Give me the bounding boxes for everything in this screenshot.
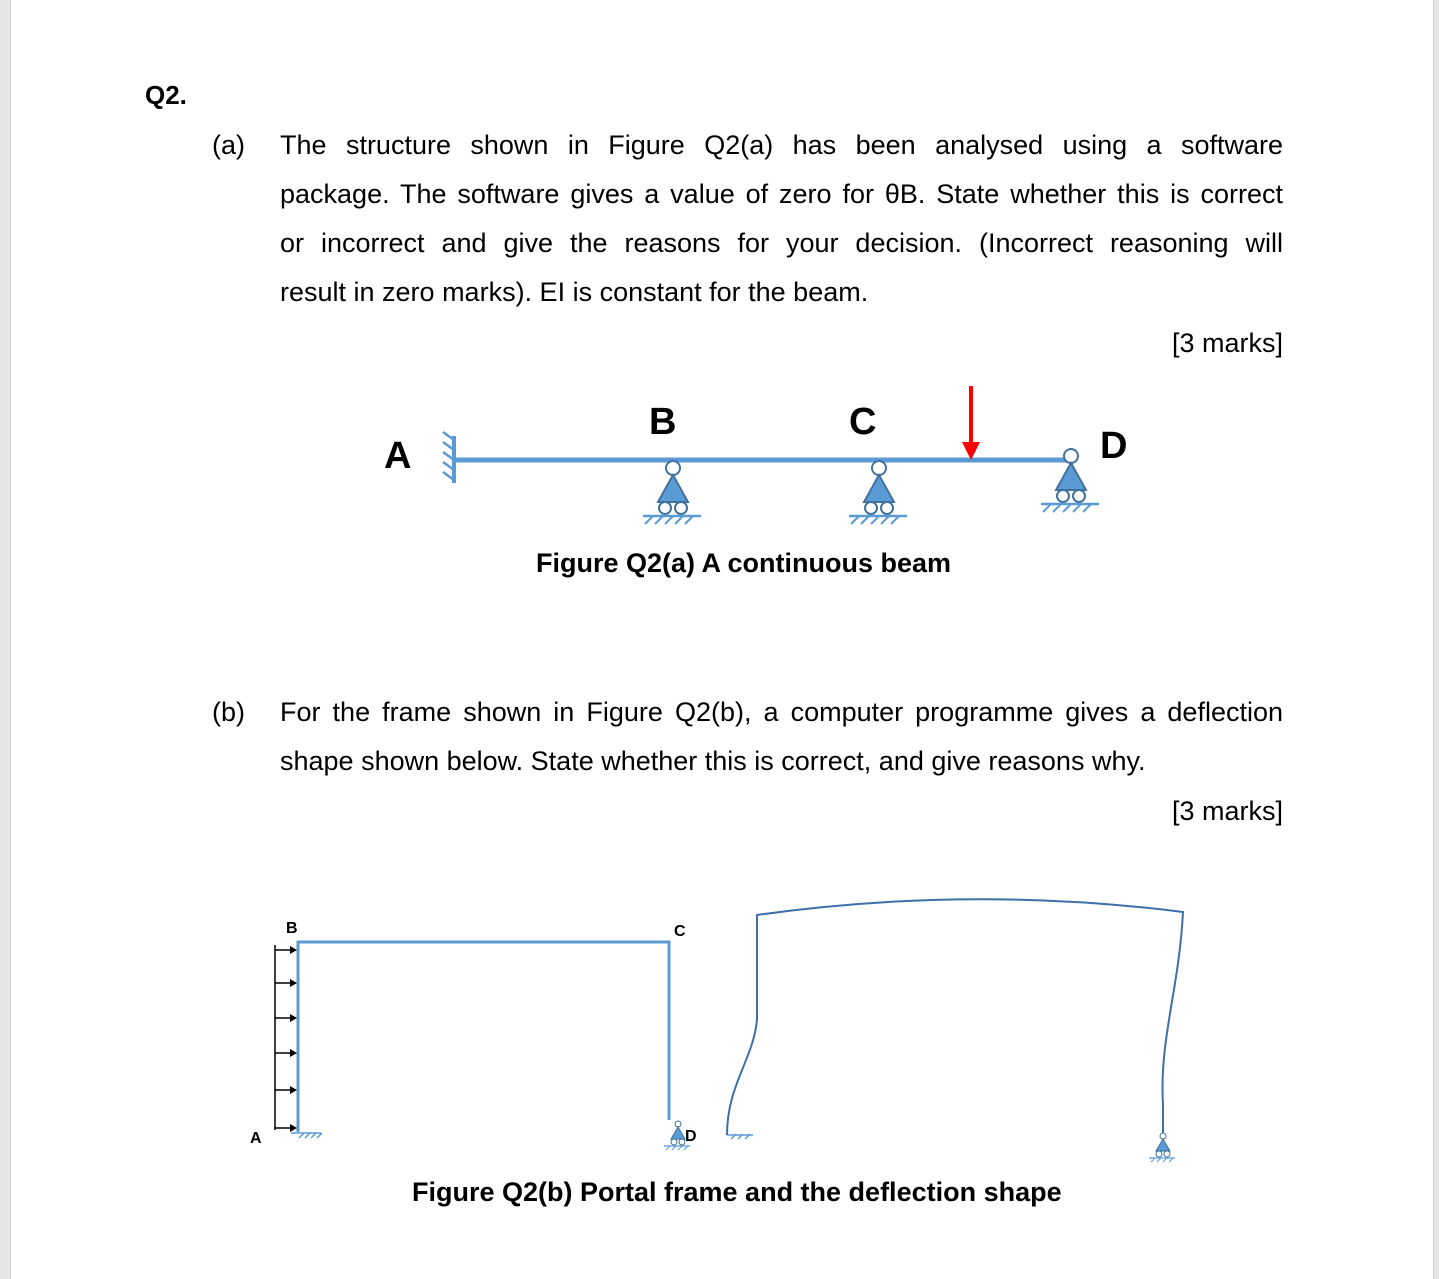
frame-label-c: C [674,923,686,940]
portal-frame-figure [241,900,711,1170]
part-a-marks: [3 marks] [1171,328,1283,358]
beam-label-b: B [649,401,677,443]
beam-label-d: D [1100,425,1128,467]
fixed-support-deflected [727,1134,753,1139]
deflection-shape-figure [711,880,1211,1170]
figure-b-caption: Figure Q2(b) Portal frame and the deflection shape [412,1177,1062,1207]
part-b-line-2: shape shown below. State whether this is correct, and give reasons why. [280,746,1146,776]
frame-label-a: A [250,1130,262,1147]
frame-label-b: B [286,920,298,937]
part-b-line-1: For the frame shown in Figure Q2(b), a computer programme gives a deflection [280,697,1283,727]
beam-label-c: C [849,401,877,443]
part-a-line-2: package. The software gives a value of zero for θB. State whether this is correct [280,179,1283,209]
deflected-frame-line [727,899,1183,1136]
figure-a-caption: Figure Q2(a) A continuous beam [536,548,952,578]
part-b-text [280,697,1283,795]
exam-page [10,0,1434,1279]
question-number: Q2. [145,80,187,110]
part-a-text [280,130,1283,326]
part-a-line-1: The structure shown in Figure Q2(a) has been analysed using a software [280,130,1283,160]
fixed-support-a [443,432,454,483]
part-b-marks: [3 marks] [1171,796,1283,826]
roller-support-c [849,461,907,524]
lateral-load-arrows [275,945,297,1132]
fixed-support-a-frame [291,1133,322,1138]
part-b-label: (b) [212,697,245,727]
part-a-label: (a) [212,130,245,160]
point-load-arrow [962,386,980,460]
frame-members [298,942,669,1132]
frame-label-d: D [685,1128,697,1145]
part-a-line-3: or incorrect and give the reasons for your decision. (Incorrect reasoning will [280,228,1283,258]
roller-support-b [643,461,701,524]
beam-label-a: A [384,435,412,477]
part-a-line-4: result in zero marks). EI is constant for the beam. [280,277,869,307]
continuous-beam-figure [371,380,1141,540]
roller-support-deflected [1149,1133,1175,1162]
